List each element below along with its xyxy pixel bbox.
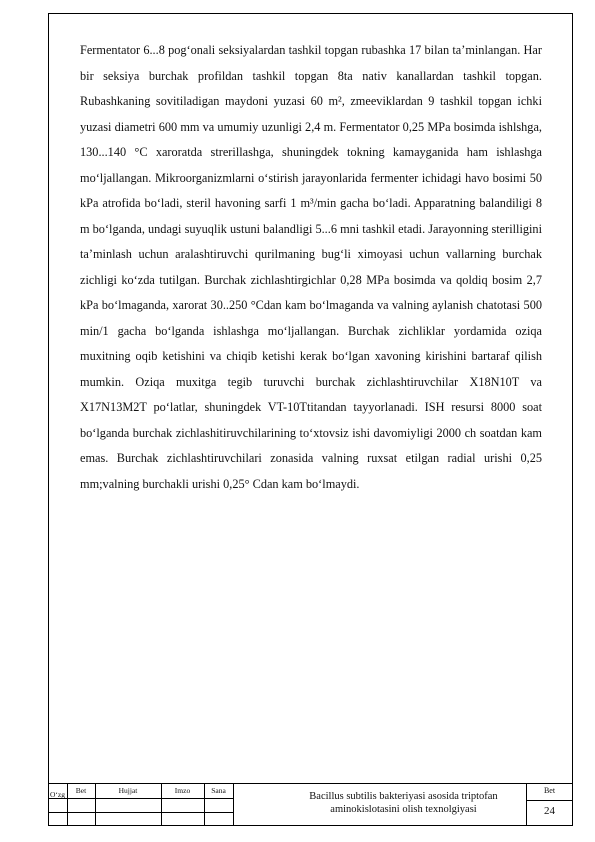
tb-row-line bbox=[526, 800, 573, 801]
document-title-line1: Bacillus subtilis bakteriyasi asosida triptofan bbox=[309, 791, 498, 802]
document-title-line2: aminokislotasini olish texnolgiyasi bbox=[330, 804, 477, 815]
tb-label-bet: Bet bbox=[75, 786, 87, 795]
title-block bbox=[48, 783, 573, 826]
tb-row-line bbox=[48, 798, 233, 799]
tb-label-sana: Sana bbox=[211, 786, 226, 795]
tb-label-ozg: O‘zg bbox=[50, 790, 65, 799]
tb-label-imzo: Imzo bbox=[174, 786, 191, 795]
tb-row-line bbox=[48, 812, 233, 813]
tb-bet-label: Bet bbox=[543, 786, 556, 795]
main-text-block bbox=[80, 38, 542, 497]
page-number: 24 bbox=[544, 805, 555, 817]
body-paragraph: Fermentator 6...8 pog‘onali seksiyalardan tashkil topgan rubashka 17 bilan ta’minlangan. Har bir seksiya burchak profildan tashkil topgan 8ta nativ kanallardan tashkil topgan. Rubashkaning sovitiladigan maydoni yuzasi 60 m², zmeeviklardan 9 tashkil topgan ichki yuzasi diametri 600 mm va umumiy uzunligi 2,4 m. Fermentator 0,25 MPa bosimda ishlshga, 130...140 °C xaroratda strerillashga, shuningdek tokning kamayganida ham ishlashga mo‘ljallangan. Mikroorganizmlarni o‘stirish jarayonlarida fermenter ichidagi havo bosimi 50 kPa atrofida bo‘ladi, steril havoning sarfi 1 m³/min gacha bo‘ladi. Apparatning balandiligi 8 m bo‘lganda, undagi suyuqlik ustuni balandligi 5...6 mni tashkil etadi. Jarayonning sterilligini ta’minlash uchun aralashtiruvchi qurilmaning bug‘li ximoyasi uchun vallarning burchak zichligi ko‘zda tutilgan. Burchak zichlashtirgichlar 0,28 MPa bosimda va qoldiq bosim 2,7 kPa bo‘lmaganda, xarorat 30..250 °Cdan kam bo‘lmaganda va valning aylanish chatotasi 500 min/1 gacha bo‘lganda ishlashga mo‘ljallangan. Burchak zichliklar yordamida oziqa muxitning oqib ketishini va chiqib ketishi kerak bo‘lgan xavoning kirishini bartaraf qilish mumkin. Oziqa muxitga tegib turuvchi burchak zichlashtiruvchilar X18N10T va X17N13M2T po‘latlar, shuningdek VT-10Ttitandan tayyorlanadi. ISH resursi 8000 soat bo‘lganda burchak zichlashitiruvchilarining to‘xtovsiz ishi davomiyligi 2000 ch soatdan kam emas. Burchak zichlashtiruvchilari zonasida valning ruxsat etilgan radial urishi 0,25 mm;valning burchakli urishi 0,25° Cdan kam bo‘lmaydi. bbox=[80, 43, 542, 491]
tb-divider bbox=[233, 784, 234, 826]
document-title bbox=[281, 790, 526, 816]
tb-label-hujjat: Hujjat bbox=[118, 786, 138, 795]
